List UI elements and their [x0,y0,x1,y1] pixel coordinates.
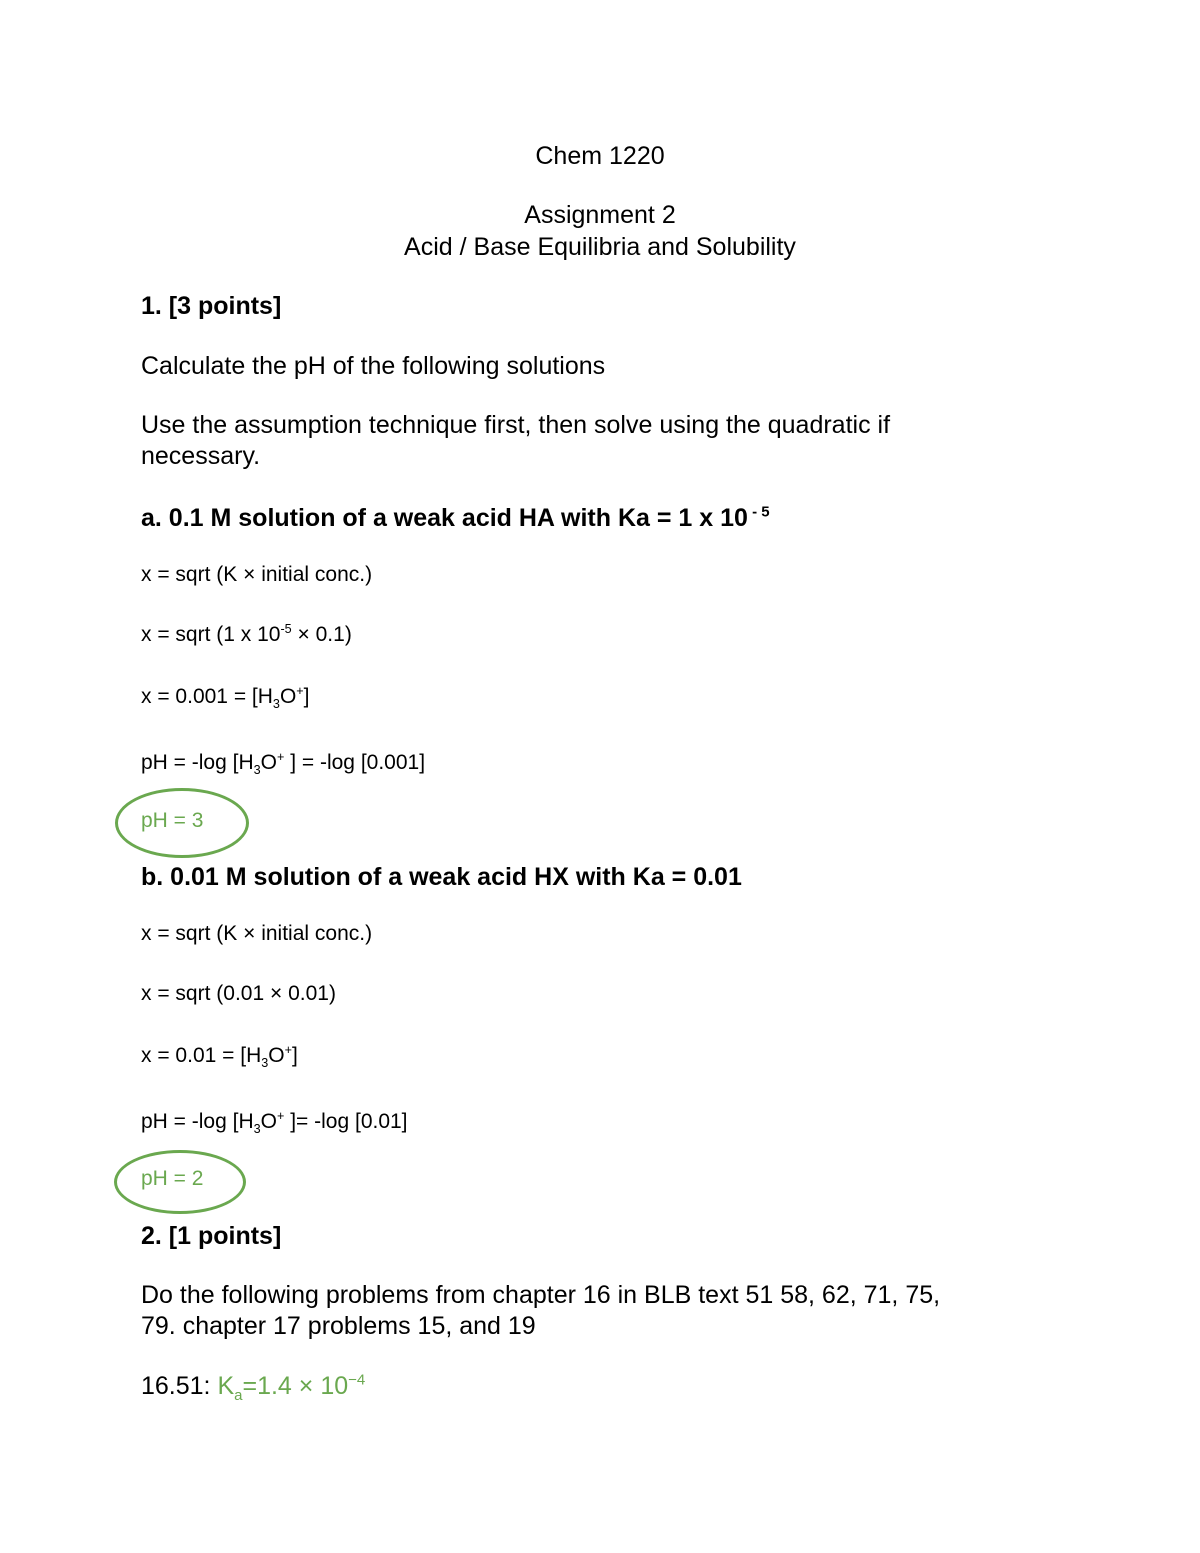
q2-answer-value: =1.4 × 10 [242,1372,349,1400]
q1b-step-4-pre: pH = -log [H [141,1110,254,1133]
q1b-step-3-sup: + [284,1043,292,1057]
q2-answer-label: 16.51: [141,1372,218,1400]
q1a-step-4-pre: pH = -log [H [141,751,254,774]
q1b-step-4 [141,1109,408,1137]
q1b-step-1: x = sqrt (K × initial conc.) [141,922,373,945]
q1b-step-4-mid: O [260,1110,277,1133]
q2-answer-exp: −4 [348,1371,366,1389]
q1a-step-4-post: ] = -log [0.001] [284,751,426,774]
q1a-heading [141,504,770,533]
q1a-step-3-pre: x = 0.001 = [H [141,685,273,708]
question-2-heading: 2. [1 points] [141,1222,282,1250]
q1a-step-4-mid: O [260,751,277,774]
assignment-title: Assignment 2 [524,201,676,229]
q1b-step-4-post: ]= -log [0.01] [284,1110,408,1133]
q1-instruction-2b: necessary. [141,442,261,470]
q1b-answer: pH = 2 [141,1167,204,1190]
q1a-step-3 [141,684,310,712]
q1a-step-2 [141,623,352,647]
q1a-step-3-mid: O [279,685,297,708]
course-title: Chem 1220 [535,142,665,170]
q1b-step-4-sup: + [277,1109,285,1123]
q2-text-1: Do the following problems from chapter 16 in BLB text 51 58, 62, 71, 75, [141,1281,941,1309]
q1a-step-2-post: × 0.1) [291,623,352,646]
q2-answer-16-51 [141,1371,366,1404]
q1b-step-3-sub: 3 [261,1056,269,1071]
q1a-step-4 [141,750,426,778]
q1a-step-2-pre: x = sqrt (1 x 10 [141,623,281,646]
q1-instruction-1: Calculate the pH of the following solutions [141,352,606,380]
q1a-heading-exponent: - 5 [747,503,770,521]
q2-answer-k: K [217,1372,235,1400]
q2-answer-k-sub: a [234,1387,243,1404]
q1b-step-3-mid: O [268,1044,285,1067]
q1b-step-2: x = sqrt (0.01 × 0.01) [141,982,336,1005]
q1a-step-4-sub: 3 [253,763,261,778]
q1a-step-1: x = sqrt (K × initial conc.) [141,563,373,586]
assignment-subtitle: Acid / Base Equilibria and Solubility [404,233,796,261]
q1b-step-3-post: ] [291,1044,298,1067]
q1a-step-4-sup: + [277,750,285,764]
q1b-step-4-sub: 3 [253,1122,261,1137]
q1a-step-3-sup: + [296,684,304,698]
q1b-heading: b. 0.01 M solution of a weak acid HX with Ka = 0.01 [141,863,742,891]
q1-instruction-2a: Use the assumption technique first, then solve using the quadratic if [141,411,891,439]
q1a-step-2-exp: -5 [280,622,292,636]
q1a-answer: pH = 3 [141,809,204,832]
question-1-heading: 1. [3 points] [141,292,282,320]
q2-text-2: 79. chapter 17 problems 15, and 19 [141,1312,536,1340]
q1b-step-3-pre: x = 0.01 = [H [141,1044,262,1067]
q1a-step-3-sub: 3 [272,697,280,712]
q1b-step-3 [141,1043,298,1071]
q1a-heading-text: a. 0.1 M solution of a weak acid HA with Ka = 1 x 10 [141,504,748,532]
q1a-step-3-post: ] [303,685,310,708]
